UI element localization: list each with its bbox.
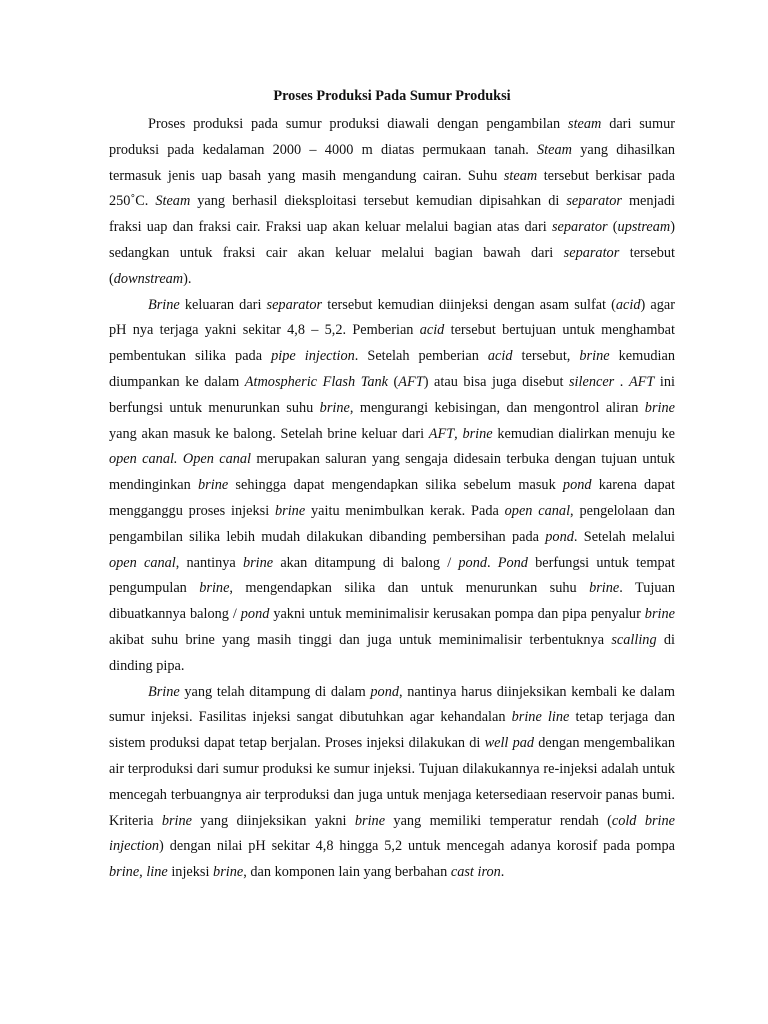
italic-term: AFT (398, 373, 424, 390)
text-run: dengan mengembalikan air terproduksi dari sumur produksi ke sumur injeksi. Tujuan dilakukannya re-injeksi adalah untuk mencegah terbuangnya air terproduksi dan juga untuk menjaga ketersediaan reservoir panas bumi. Kriteria (109, 735, 675, 829)
italic-term: pond (458, 554, 487, 571)
text-run: ( (607, 219, 618, 236)
italic-term: Steam (537, 141, 572, 158)
document-title: Proses Produksi Pada Sumur Produksi (273, 88, 511, 104)
italic-term: brine (198, 477, 229, 494)
text-run: tersebut ( (109, 244, 675, 287)
text-run: yang akan masuk ke balong. Setelah brine keluar dari (109, 425, 429, 442)
italic-term: cold brine injection (109, 812, 675, 855)
italic-term: brine (213, 864, 244, 881)
text-run: kemudian diumpankan ke dalam (109, 348, 676, 390)
italic-term: AFT (428, 425, 455, 442)
text-run: . Setelah melalui (573, 528, 675, 545)
text-run: . Tujuan dibuatkannya balong / (109, 580, 675, 623)
document-page (109, 82, 675, 886)
italic-term: cast iron (450, 864, 501, 881)
italic-term: separator (566, 193, 622, 210)
italic-term: brine, line (109, 864, 168, 881)
italic-term: AFT (628, 373, 655, 390)
text-run: . (487, 554, 498, 571)
text-run: dari sumur produksi pada kedalaman 2000 – 4000 m diatas permukaan tanah. (109, 116, 675, 158)
italic-term: brine (319, 399, 350, 416)
text-run: yang telah ditampung di dalam (179, 683, 371, 700)
text-run: merupakan saluran yang sengaja didesain terbuka dengan tujuan untuk mendinginkan (109, 451, 675, 494)
text-run: yakni untuk meminimalisir kerusakan pompa dan pipa penyalur (269, 606, 645, 623)
text-run: karena dapat mengganggu proses injeksi (109, 477, 675, 519)
italic-term: well pad (484, 735, 535, 752)
italic-term: downstream (113, 270, 184, 287)
italic-term: brine (579, 348, 610, 365)
text-run: Proses produksi pada sumur produksi diawali dengan pengambilan (148, 116, 568, 132)
italic-term: brine (161, 812, 192, 829)
italic-term: brine (199, 580, 230, 597)
text-run: ini berfungsi untuk menurunkan suhu (109, 373, 676, 416)
italic-term: brine (242, 554, 274, 571)
paragraph-1 (109, 112, 675, 293)
text-run: ). (183, 270, 192, 287)
italic-term: brine line (511, 709, 570, 726)
text-run: ) atau bisa juga disebut (423, 373, 569, 390)
italic-term: acid (615, 296, 641, 313)
text-run: tersebut berkisar pada 250˚C. (109, 167, 676, 210)
text-run: menjadi fraksi uap dan fraksi cair. Fraksi uap akan keluar melalui bagian atas dari (109, 193, 675, 236)
text-run: akan ditampung di balong / (273, 554, 459, 571)
italic-term: open canal. Open canal (109, 451, 251, 468)
paragraph-2 (109, 293, 675, 680)
text-run: , mengurangi kebisingan, dan mengontrol aliran (349, 399, 645, 416)
italic-term: brine (462, 425, 493, 442)
italic-term: Steam (155, 193, 191, 210)
italic-term: Pond (497, 554, 528, 571)
text-run: yang berhasil dieksploitasi tersebut kemudian dipisahkan di (190, 193, 567, 210)
text-run: tersebut bertujuan untuk menghambat pembentukan silika pada (109, 322, 675, 365)
italic-term: brine (275, 502, 306, 519)
italic-term: open canal (504, 502, 571, 519)
text-run: , dan komponen lain yang berbahan (243, 864, 451, 881)
text-run: ) agar pH nya terjaga yakni sekitar 4,8 – 5,2. Pemberian (109, 296, 675, 339)
italic-term: acid (487, 348, 513, 365)
text-run: ( (387, 373, 399, 390)
text-run: . (614, 373, 629, 390)
text-run: di dinding pipa. (109, 631, 675, 674)
text-run: akibat suhu brine yang masih tinggi dan juga untuk meminimalisir terbentuknya (109, 631, 612, 648)
italic-term: brine (354, 812, 386, 829)
italic-term: Brine (148, 296, 180, 313)
paragraph-3 (109, 680, 675, 886)
text-run: yaitu menimbulkan kerak. Pada (305, 502, 505, 519)
italic-term: pond (240, 606, 270, 623)
italic-term: Atmospheric Flash Tank (244, 373, 388, 390)
text-run: yang dihasilkan termasuk jenis uap basah yang masih mengandung cairan. Suhu (109, 141, 675, 184)
text-run: kemudian dialirkan menuju ke (492, 425, 675, 442)
italic-term: upstream (617, 219, 671, 236)
italic-term: Brine (148, 683, 180, 700)
text-run: keluaran dari (179, 296, 267, 313)
italic-term: brine (644, 606, 675, 623)
text-run: sehingga dapat mengendapkan silika sebelum masuk (228, 477, 563, 494)
text-run: ) dengan nilai pH sekitar 4,8 hingga 5,2 untuk mencegah adanya korosif pada pompa (159, 838, 675, 855)
text-run: , nantinya harus diinjeksikan kembali ke dalam sumur injeksi. Fasilitas injeksi sangat dibutuhkan agar kehandalan (109, 683, 675, 726)
italic-term: open canal (109, 554, 176, 571)
italic-term: brine (589, 580, 620, 597)
italic-term: pond (370, 683, 399, 700)
text-run: yang memiliki temperatur rendah ( (385, 812, 612, 829)
text-run: tersebut, (512, 348, 580, 365)
italic-term: acid (419, 322, 445, 339)
text-run: , mengendapkan silika dan untuk menurunkan suhu (229, 580, 590, 597)
text-run: tersebut kemudian diinjeksi dengan asam sulfat ( (322, 296, 616, 313)
italic-term: scalling (611, 631, 657, 648)
italic-term: separator (551, 219, 608, 236)
text-run: tetap terjaga dan sistem produksi dapat tetap berjalan. Proses injeksi dilakukan di (109, 709, 675, 752)
italic-term: pond (562, 477, 592, 494)
italic-term: pipe injection (271, 348, 355, 365)
text-run: , (454, 425, 463, 442)
text-run: yang diinjeksikan yakni (192, 812, 355, 829)
text-run: . (500, 864, 505, 881)
italic-term: steam (503, 167, 538, 184)
italic-term: separator (563, 244, 620, 261)
italic-term: steam (568, 116, 602, 132)
italic-term: pond (545, 528, 574, 545)
italic-term: brine (644, 399, 675, 416)
text-run: ) sedangkan untuk fraksi cair akan keluar melalui bagian bawah dari (109, 219, 675, 261)
italic-term: separator (266, 296, 323, 313)
text-run: . Setelah pemberian (354, 348, 488, 365)
text-run: , nantinya (175, 554, 243, 571)
italic-term: silencer (568, 373, 615, 390)
text-run: injeksi (167, 864, 214, 881)
text-run: , pengelolaan dan pengambilan silika lebih mudah dilakukan dibanding pembersihan pada (109, 502, 675, 545)
text-run: berfungsi untuk tempat pengumpulan (109, 554, 675, 597)
